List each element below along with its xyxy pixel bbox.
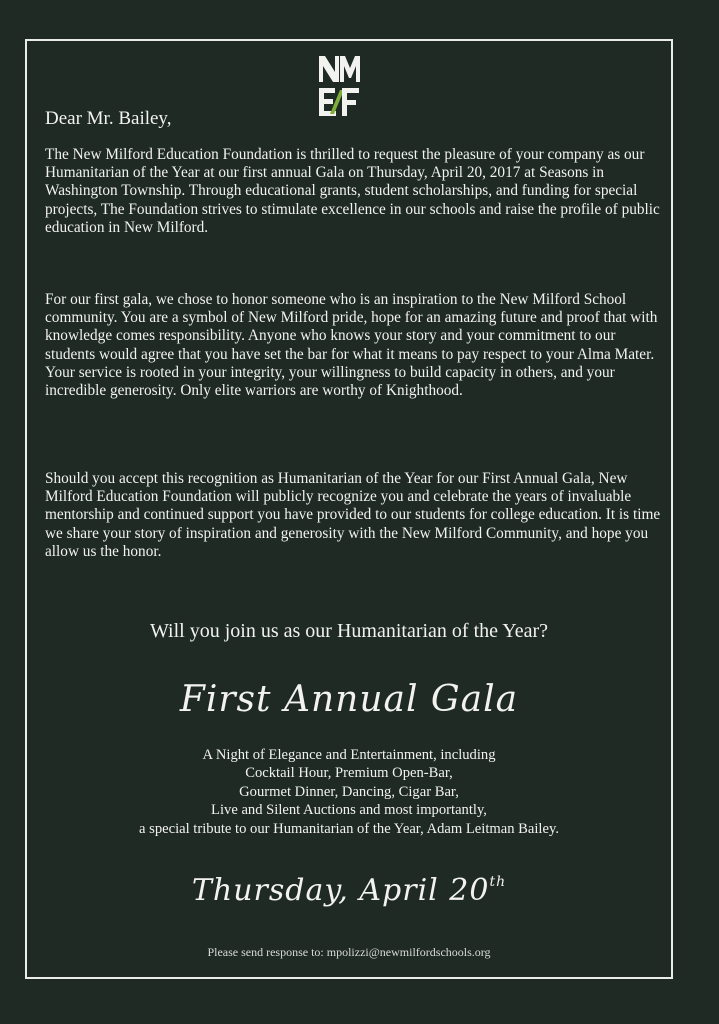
- event-date-suffix: th: [489, 874, 507, 890]
- event-detail-line: Cocktail Hour, Premium Open-Bar,: [245, 765, 453, 782]
- paragraph-intro: The New Milford Education Foundation is thrilled to request the pleasure of your company as our Humanitarian of the Year at our first annual Gala on Thursday, April 20, 2017 at Seasons in Washington Township. Through educational grants, student scholarships, and funding for special projects, The Foundation strives to stimulate excellence in our schools and raise the profile of public education in New Milford.: [45, 146, 660, 236]
- nmef-logo-icon: [316, 52, 362, 120]
- gala-title: First Annual Gala: [179, 679, 519, 720]
- event-date-main: Thursday, April 20: [191, 873, 490, 908]
- invitation-question: Will you join us as our Humanitarian of the Year?: [149, 620, 548, 642]
- event-date: [25, 862, 673, 911]
- event-detail-line: a special tribute to our Humanitarian of the Year, Adam Leitman Bailey.: [139, 820, 559, 837]
- paragraph-honoree: For our first gala, we chose to honor someone who is an inspiration to the New Milford School community. You are a symbol of New Milford pride, hope for an amazing future and proof that with knowledge comes responsibility. Anyone who knows your story and your commitment to our students would agree that you have set the bar for what it means to pay respect to your Alma Mater. Your service is rooted in your integrity, your willingness to build capacity in others, and your incredible generosity. Only elite warriors are worthy of Knighthood.: [45, 291, 658, 400]
- nmef-logo: [316, 52, 362, 120]
- salutation: Dear Mr. Bailey,: [45, 108, 172, 129]
- event-detail-line: Live and Silent Auctions and most importantly,: [211, 802, 487, 819]
- event-detail-line: A Night of Elegance and Entertainment, including: [202, 747, 496, 763]
- rsvp-line: Please send response to: mpolizzi@newmilfordschools.org: [207, 945, 491, 959]
- event-detail-line: Gourmet Dinner, Dancing, Cigar Bar,: [239, 783, 459, 800]
- paragraph-recognition: Should you accept this recognition as Humanitarian of the Year for our First Annual Gala, New Milford Education Foundation will publicly recognize you and celebrate the years of invaluable mentorship and continued support you have provided to our students for college education. It is time we share your story of inspiration and generosity with the New Milford Community, and hope you allow us the honor.: [45, 470, 661, 560]
- event-details: [25, 746, 673, 838]
